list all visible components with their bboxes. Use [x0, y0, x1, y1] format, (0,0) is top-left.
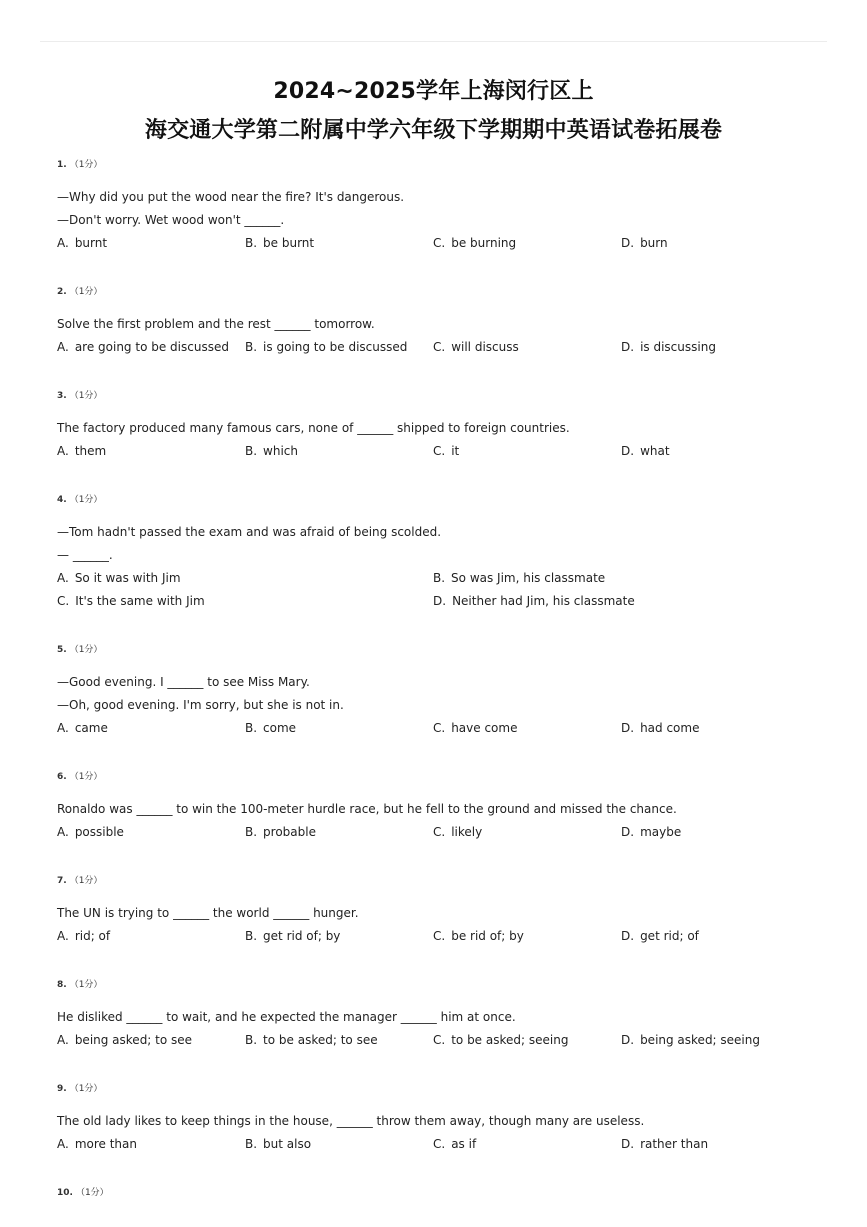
option-letter: C.: [433, 825, 446, 839]
answer-option-d[interactable]: [621, 925, 809, 948]
question-header: [57, 770, 827, 784]
question-header: [57, 158, 827, 172]
question-item: [57, 874, 827, 948]
question-item: [57, 158, 827, 255]
option-letter: C.: [433, 340, 446, 354]
option-text: is discussing: [640, 340, 716, 354]
question-score: （1分）: [69, 876, 103, 886]
answer-option-d[interactable]: [621, 821, 809, 844]
question-text: —Don't worry. Wet wood won't ______.: [57, 213, 285, 227]
option-letter: D.: [621, 236, 635, 250]
question-header: [57, 643, 827, 657]
answer-option-d[interactable]: [621, 336, 809, 359]
question-spacer: [57, 1052, 827, 1082]
option-text: to be asked; to see: [263, 1033, 378, 1047]
option-letter: C.: [57, 594, 70, 608]
option-text: be burning: [451, 236, 517, 250]
option-letter: B.: [433, 571, 446, 585]
option-letter: A.: [57, 1033, 69, 1047]
option-text: burn: [640, 236, 668, 250]
option-text: probable: [263, 825, 316, 839]
option-text: come: [263, 721, 297, 735]
question-spacer: [57, 255, 827, 285]
answer-option-d[interactable]: [621, 1133, 809, 1156]
option-letter: A.: [57, 1137, 69, 1151]
option-letter: D.: [621, 825, 635, 839]
answer-option-a[interactable]: [57, 821, 245, 844]
question-spacer: [57, 359, 827, 389]
option-text: burnt: [74, 236, 108, 250]
answer-option-c[interactable]: [433, 717, 621, 740]
question-number: 9.: [57, 1084, 67, 1094]
answer-option-a[interactable]: [57, 232, 245, 255]
option-letter: B.: [245, 825, 258, 839]
option-text: rather than: [640, 1137, 709, 1151]
option-text: what: [640, 444, 670, 458]
answer-option-d[interactable]: [621, 232, 809, 255]
question-score: （1分）: [69, 287, 103, 297]
question-header: [57, 874, 827, 888]
question-text: Ronaldo was ______ to win the 100-meter hurdle race, but he fell to the ground and missed the chance.: [57, 802, 677, 816]
answer-option-b[interactable]: [245, 717, 433, 740]
option-letter: B.: [245, 444, 258, 458]
answer-options: [57, 925, 827, 948]
option-letter: C.: [433, 929, 446, 943]
question-number: 8.: [57, 980, 67, 990]
answer-options: [57, 717, 827, 740]
answer-options: [57, 1029, 827, 1052]
option-letter: D.: [621, 721, 635, 735]
answer-option-c[interactable]: [433, 925, 621, 948]
option-letter: A.: [57, 929, 69, 943]
option-letter: B.: [245, 236, 258, 250]
answer-option-a[interactable]: [57, 440, 245, 463]
answer-options: [57, 440, 827, 463]
option-text: So it was with Jim: [74, 571, 181, 585]
question-number: 2.: [57, 287, 67, 297]
top-rule: [40, 41, 827, 42]
option-letter: A.: [57, 825, 69, 839]
answer-option-c[interactable]: [433, 232, 621, 255]
answer-option-d[interactable]: [621, 440, 809, 463]
answer-option-a[interactable]: [57, 1133, 245, 1156]
option-text: as if: [451, 1137, 477, 1151]
answer-option-b[interactable]: [245, 821, 433, 844]
document-title-line2: 海交通大学第二附属中学六年级下学期期中英语试卷拓展卷: [144, 118, 723, 143]
option-letter: D.: [621, 1137, 635, 1151]
option-letter: A.: [57, 571, 69, 585]
question-text: —Oh, good evening. I'm sorry, but she is not in.: [57, 698, 344, 712]
question-item: [57, 1186, 827, 1200]
answer-option-a[interactable]: [57, 925, 245, 948]
option-letter: C.: [433, 1137, 446, 1151]
question-number: 5.: [57, 645, 67, 655]
answer-option-a[interactable]: [57, 1029, 245, 1052]
answer-option-d[interactable]: [433, 590, 809, 613]
answer-option-c[interactable]: [57, 590, 433, 613]
question-score: （1分）: [69, 160, 103, 170]
option-text: possible: [74, 825, 124, 839]
question-number: 6.: [57, 772, 67, 782]
question-number: 1.: [57, 160, 67, 170]
question-number: 10.: [57, 1188, 73, 1198]
option-text: It's the same with Jim: [75, 594, 205, 608]
question-item: [57, 285, 827, 359]
question-spacer: [57, 844, 827, 874]
option-letter: D.: [621, 444, 635, 458]
question-spacer: [57, 1156, 827, 1186]
option-letter: C.: [433, 1033, 446, 1047]
option-text: Neither had Jim, his classmate: [452, 594, 635, 608]
option-text: be burnt: [263, 236, 315, 250]
question-score: （1分）: [69, 391, 103, 401]
option-text: which: [263, 444, 299, 458]
question-spacer: [57, 740, 827, 770]
option-text: being asked; to see: [74, 1033, 193, 1047]
question-spacer: [57, 613, 827, 643]
question-header: [57, 1186, 827, 1200]
option-text: more than: [74, 1137, 137, 1151]
question-score: （1分）: [69, 980, 103, 990]
answer-option-c[interactable]: [433, 440, 621, 463]
answer-options: [57, 232, 827, 255]
answer-option-b[interactable]: [245, 440, 433, 463]
answer-option-c[interactable]: [433, 821, 621, 844]
option-text: will discuss: [451, 340, 519, 354]
question-text: The old lady likes to keep things in the house, ______ throw them away, though many are useless.: [57, 1114, 645, 1128]
option-letter: D.: [621, 340, 635, 354]
answer-option-b[interactable]: [245, 925, 433, 948]
answer-option-c[interactable]: [433, 1029, 621, 1052]
question-header: [57, 389, 827, 403]
option-text: So was Jim, his classmate: [451, 571, 606, 585]
option-letter: A.: [57, 444, 69, 458]
option-text: is going to be discussed: [263, 340, 408, 354]
answer-option-b[interactable]: [245, 1029, 433, 1052]
option-text: are going to be discussed: [74, 340, 229, 354]
question-score: （1分）: [69, 772, 103, 782]
question-header: [57, 978, 827, 992]
option-letter: D.: [621, 1033, 635, 1047]
option-text: to be asked; seeing: [451, 1033, 569, 1047]
option-text: had come: [640, 721, 700, 735]
option-text: it: [451, 444, 460, 458]
question-number: 3.: [57, 391, 67, 401]
question-list: [57, 158, 827, 1200]
answer-option-c[interactable]: [433, 1133, 621, 1156]
question-text: The UN is trying to ______ the world ______ hunger.: [57, 906, 359, 920]
question-item: [57, 978, 827, 1052]
option-letter: B.: [245, 1137, 258, 1151]
question-item: [57, 1082, 827, 1156]
question-text: —Tom hadn't passed the exam and was afraid of being scolded.: [57, 525, 442, 539]
answer-option-b[interactable]: [245, 232, 433, 255]
option-letter: C.: [433, 236, 446, 250]
answer-option-d[interactable]: [621, 1029, 809, 1052]
option-letter: B.: [245, 721, 258, 735]
option-letter: C.: [433, 444, 446, 458]
question-item: [57, 493, 827, 613]
option-text: get rid; of: [640, 929, 699, 943]
question-text: —Good evening. I ______ to see Miss Mary.: [57, 675, 310, 689]
answer-option-b[interactable]: [433, 567, 809, 590]
question-text: The factory produced many famous cars, none of ______ shipped to foreign countries.: [57, 421, 570, 435]
option-text: be rid of; by: [451, 929, 524, 943]
question-spacer: [57, 463, 827, 493]
option-text: likely: [451, 825, 483, 839]
option-text: came: [74, 721, 108, 735]
option-letter: B.: [245, 929, 258, 943]
option-letter: D.: [433, 594, 447, 608]
answer-option-a[interactable]: [57, 336, 245, 359]
answer-options: [57, 821, 827, 844]
question-number: 4.: [57, 495, 67, 505]
option-text: rid; of: [74, 929, 111, 943]
option-letter: B.: [245, 1033, 258, 1047]
answer-option-b[interactable]: [245, 336, 433, 359]
question-text: — ______.: [57, 548, 113, 562]
option-text: them: [74, 444, 107, 458]
document-title-line1: 2024~2025学年上海闵行区上: [273, 79, 594, 104]
option-letter: A.: [57, 236, 69, 250]
question-spacer: [57, 948, 827, 978]
question-score: （1分）: [69, 645, 103, 655]
question-number: 7.: [57, 876, 67, 886]
question-header: [57, 1082, 827, 1096]
question-score: （1分）: [69, 495, 103, 505]
option-text: maybe: [640, 825, 682, 839]
option-letter: D.: [621, 929, 635, 943]
answer-options: [57, 567, 827, 613]
question-score: （1分）: [75, 1188, 109, 1198]
answer-options: [57, 1133, 827, 1156]
question-text: He disliked ______ to wait, and he expected the manager ______ him at once.: [57, 1010, 516, 1024]
question-text: —Why did you put the wood near the fire? It's dangerous.: [57, 190, 405, 204]
option-letter: A.: [57, 340, 69, 354]
question-score: （1分）: [69, 1084, 103, 1094]
option-text: get rid of; by: [263, 929, 341, 943]
option-letter: B.: [245, 340, 258, 354]
option-text: being asked; seeing: [640, 1033, 760, 1047]
question-header: [57, 493, 827, 507]
option-letter: A.: [57, 721, 69, 735]
answer-option-b[interactable]: [245, 1133, 433, 1156]
answer-options: [57, 336, 827, 359]
question-item: [57, 643, 827, 740]
answer-option-a[interactable]: [57, 567, 433, 590]
option-text: but also: [263, 1137, 312, 1151]
question-header: [57, 285, 827, 299]
question-item: [57, 770, 827, 844]
question-item: [57, 389, 827, 463]
question-text: Solve the first problem and the rest ______ tomorrow.: [57, 317, 375, 331]
option-letter: C.: [433, 721, 446, 735]
option-text: have come: [451, 721, 518, 735]
answer-option-a[interactable]: [57, 717, 245, 740]
answer-option-c[interactable]: [433, 336, 621, 359]
answer-option-d[interactable]: [621, 717, 809, 740]
